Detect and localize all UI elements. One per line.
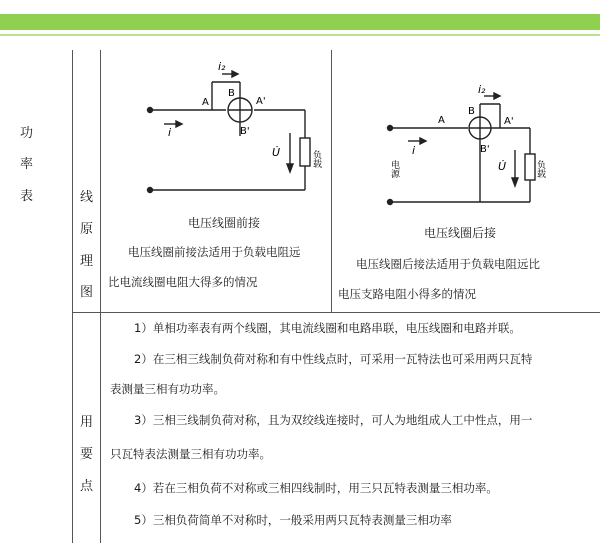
circuit-diagram-front <box>140 58 330 208</box>
section-char: 图 <box>80 285 94 300</box>
header-accent-bar <box>0 14 600 30</box>
label-source: 电源 <box>389 160 399 178</box>
table-divider-category <box>72 50 73 543</box>
table-divider-section <box>100 50 101 543</box>
label-voltage-U: U̇ <box>272 146 281 159</box>
usage-point-continuation: 表测量三相有功功率。 <box>110 382 225 396</box>
section-char: 理 <box>80 254 94 269</box>
label-node-B: B <box>468 106 475 117</box>
label-node-B: B <box>228 88 235 99</box>
section-char: 线 <box>80 190 94 205</box>
label-node-A-prime: A' <box>504 116 514 127</box>
diagram-description-rear: 电压支路电阻小得多的情况 <box>338 287 476 301</box>
diagram-description-front: 比电流线圈电阻大得多的情况 <box>108 275 258 289</box>
label-current-i2: i₂ <box>478 84 486 96</box>
label-current-i: i <box>168 126 172 139</box>
usage-point: 5）三相负荷简单不对称时，一般采用两只瓦特表测量三相功率 <box>134 513 452 527</box>
category-char: 功 <box>20 126 34 141</box>
diagram-description-front: 电压线圈前接法适用于负载电阻远 <box>128 245 301 259</box>
header-accent-line <box>0 34 600 36</box>
top-margin <box>0 0 600 14</box>
section-char: 要 <box>80 447 94 462</box>
label-node-B-prime: B' <box>480 144 490 155</box>
circuit-diagram-rear <box>380 84 555 219</box>
label-node-A: A <box>438 115 445 126</box>
diagram-caption-front: 电压线圈前接 <box>188 216 261 230</box>
label-node-B-prime: B' <box>240 126 250 137</box>
section-char: 点 <box>80 479 94 494</box>
table-row-divider <box>72 312 600 313</box>
section-char: 原 <box>80 222 94 237</box>
label-node-A: A <box>202 97 209 108</box>
label-node-A-prime: A' <box>256 96 266 107</box>
usage-point: 1）单相功率表有两个线圈，其电流线圈和电路串联，电压线圈和电路并联。 <box>134 321 521 335</box>
section-char: 用 <box>80 415 94 430</box>
usage-point: 4）若在三相负荷不对称或三相四线制时，用三只瓦特表测量三相功率。 <box>134 481 498 495</box>
label-load: 负载 <box>311 150 321 168</box>
diagram-description-rear: 电压线圈后接法适用于负载电阻远比 <box>356 257 540 271</box>
usage-point: 3）三相三线制负荷对称，且为双绞线连接时，可人为地组成人工中性点，用一 <box>134 413 533 427</box>
usage-point: 2）在三相三线制负荷对称和有中性线点时，可采用一瓦特法也可采用两只瓦特 <box>134 352 533 366</box>
label-load: 负载 <box>535 160 545 178</box>
label-current-i: i <box>412 144 416 157</box>
usage-point-continuation: 只瓦特表法测量三相有功功率。 <box>110 447 271 461</box>
category-char: 率 <box>20 157 34 172</box>
label-voltage-U: U̇ <box>498 160 507 173</box>
diagram-caption-rear: 电压线圈后接 <box>424 226 497 240</box>
label-current-i2: i₂ <box>218 60 226 73</box>
category-char: 表 <box>20 189 34 204</box>
table-divider-diagrams <box>331 50 332 312</box>
